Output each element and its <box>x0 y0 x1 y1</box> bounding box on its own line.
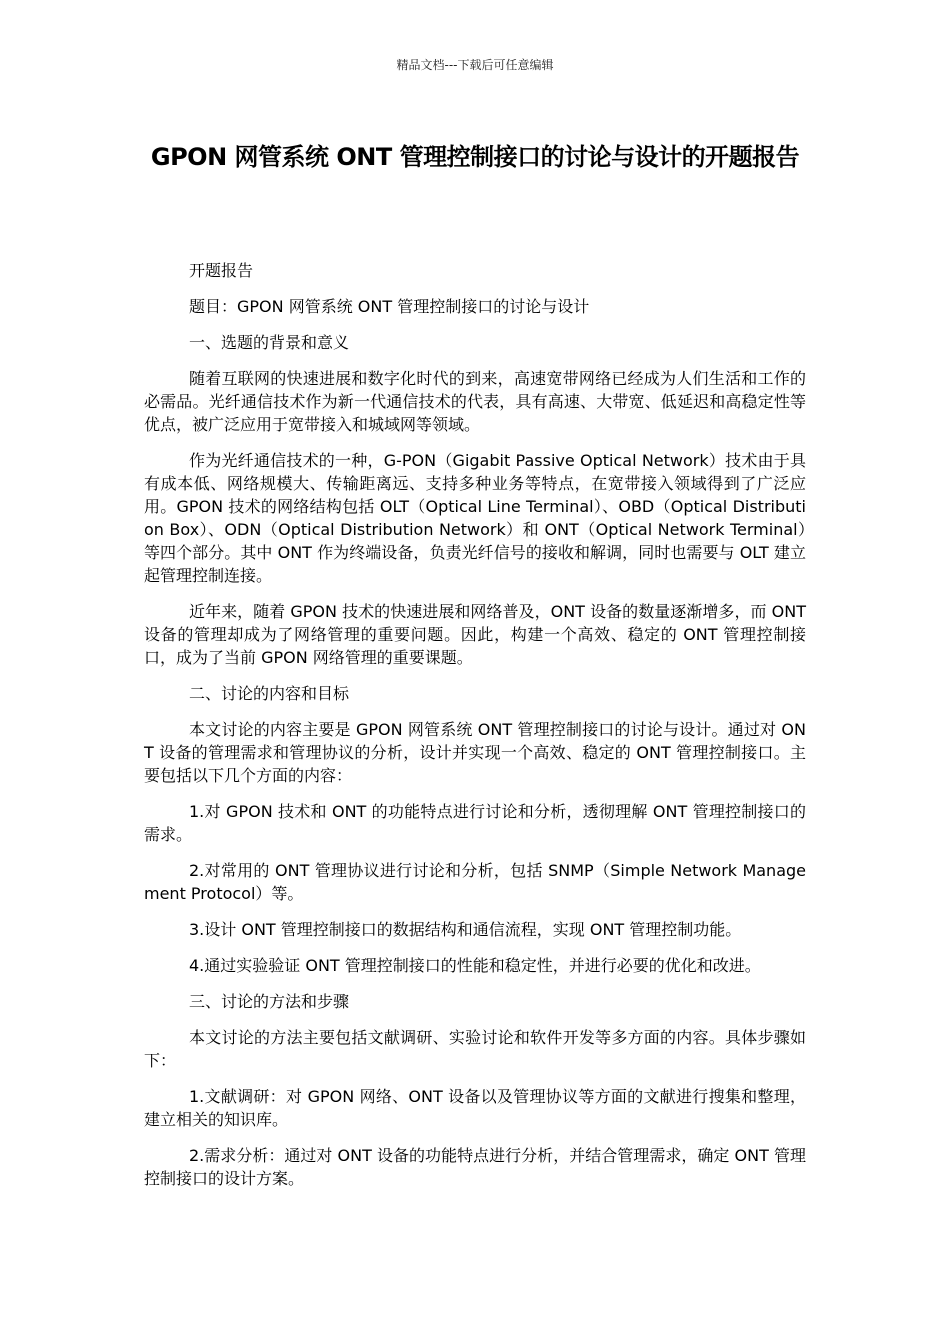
document-title: GPON 网管系统 ONT 管理控制接口的讨论与设计的开题报告 <box>150 143 800 171</box>
header-note: 精品文档---下载后可任意编辑 <box>396 58 554 72</box>
list-item: 1.对 GPON 技术和 ONT 的功能特点进行讨论和分析，透彻理解 ONT 管理控制接口的需求。 <box>144 802 806 844</box>
section-heading-content: 二、讨论的内容和目标 <box>189 684 350 703</box>
list-item: 4.通过实验验证 ONT 管理控制接口的性能和稳定性，并进行必要的优化和改进。 <box>189 956 761 975</box>
paragraph: 近年来，随着 GPON 技术的快速进展和网络普及，ONT 设备的数量逐渐增多，而 ONT 设备的管理却成为了网络管理的重要问题。因此，构建一个高效、稳定的 ONT 管理控制接口，成为了当前 GPON 网络管理的重要课题。 <box>144 602 806 667</box>
paragraph: 本文讨论的方法主要包括文献调研、实验讨论和软件开发等多方面的内容。具体步骤如下： <box>144 1028 806 1070</box>
list-item: 1.文献调研：对 GPON 网络、ONT 设备以及管理协议等方面的文献进行搜集和整理，建立相关的知识库。 <box>144 1087 806 1129</box>
section-heading-background: 一、选题的背景和意义 <box>189 333 350 352</box>
paragraph: 随着互联网的快速进展和数字化时代的到来，高速宽带网络已经成为人们生活和工作的必需品。光纤通信技术作为新一代通信技术的代表，具有高速、大带宽、低延迟和高稳定性等优点，被广泛应用于宽带接入和城域网等领域。 <box>144 369 806 434</box>
paragraph-topic: 题目：GPON 网管系统 ONT 管理控制接口的讨论与设计 <box>189 297 590 316</box>
paragraph-report-label: 开题报告 <box>189 261 254 280</box>
list-item: 3.设计 ONT 管理控制接口的数据结构和通信流程，实现 ONT 管理控制功能。 <box>189 920 742 939</box>
list-item: 2.需求分析：通过对 ONT 设备的功能特点进行分析，并结合管理需求，确定 ONT 管理控制接口的设计方案。 <box>144 1146 806 1188</box>
document-body <box>144 259 806 1203</box>
list-item: 2.对常用的 ONT 管理协议进行讨论和分析，包括 SNMP（Simple Network Management Protocol）等。 <box>144 861 806 903</box>
section-heading-method: 三、讨论的方法和步骤 <box>189 992 350 1011</box>
paragraph: 作为光纤通信技术的一种，G-PON（Gigabit Passive Optical Network）技术由于具有成本低、网络规模大、传输距离远、支持多种业务等特点，在宽带接入领域得到了广泛应用。GPON 技术的网络结构包括 OLT（Optical Line Terminal）、OBD（Optical Distribution Box）、ODN（Optical Distribution Network）和 ONT（Optical Network Terminal）等四个部分。其中 ONT 作为终端设备，负责光纤信号的接收和解调，同时也需要与 OLT 建立起管理控制连接。 <box>144 451 806 585</box>
paragraph: 本文讨论的内容主要是 GPON 网管系统 ONT 管理控制接口的讨论与设计。通过对 ONT 设备的管理需求和管理协议的分析，设计并实现一个高效、稳定的 ONT 管理控制接口。主要包括以下几个方面的内容： <box>144 720 806 785</box>
